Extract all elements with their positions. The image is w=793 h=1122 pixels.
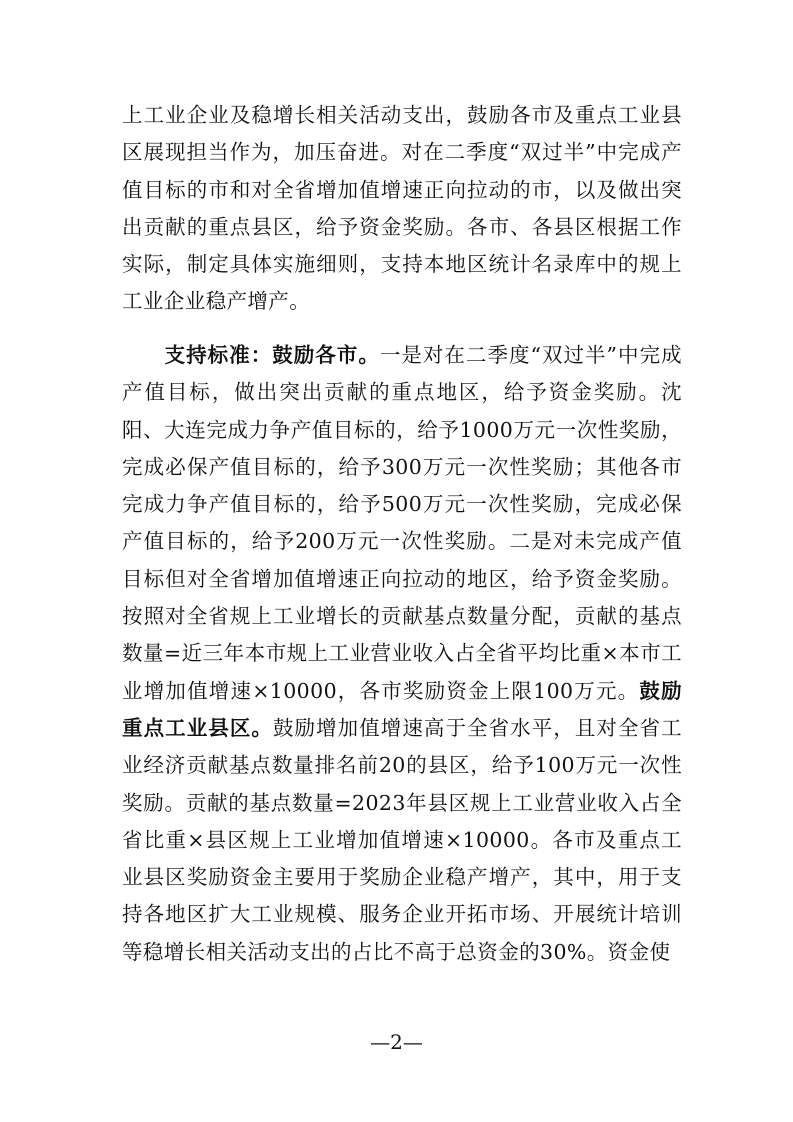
paragraph-1 (122, 97, 682, 321)
paragraph-2 (122, 337, 682, 971)
paragraph-2-part-2: 鼓励增加值增速高于全省水平，且对全省工业经济贡献基点数量排名前20的县区，给予100万元一次性奖励。贡献的基点数量=2023年县区规上工业营业收入占全省比重×县区规上工业增加值增速×10000。各市及重点工业县区奖励资金主要用于奖励企业稳产增产，其中，用于支持各地区扩大工业规模、服务企业开拓市场、开展统计培训等稳增长相关活动支出的占比不高于总资金的30%。资金使 (122, 715, 682, 964)
paragraph-2-part-1: 一是对在二季度“双过半”中完成产值目标，做出突出贡献的重点地区，给予资金奖励。沈阳、大连完成力争产值目标的，给予1000万元一次性奖励，完成必保产值目标的，给予300万元一次性奖励；其他各市完成力争产值目标的，给予500万元一次性奖励，完成必保产值目标的，给予200万元一次性奖励。二是对未完成产值目标但对全省增加值增速正向拉动的地区，给予资金奖励。按照对全省规上工业增长的贡献基点数量分配，贡献的基点数量=近三年本市规上工业营业收入占全省平均比重×本市工业增加值增速×10000，各市奖励资金上限100万元。 (122, 343, 683, 703)
page-number: —2— (370, 1030, 423, 1054)
paragraph-1-text: 上工业企业及稳增长相关活动支出，鼓励各市及重点工业县区展现担当作为，加压奋进。对在二季度“双过半”中完成产值目标的市和对全省增加值增速正向拉动的市，以及做出突出贡献的重点县区，给予资金奖励。各市、各县区根据工作实际，制定具体实施细则，支持本地区统计名录库中的规上工业企业稳产增产。 (122, 103, 682, 314)
support-standard-label: 支持标准： (164, 343, 273, 367)
heading-encourage-cities: 鼓励各市。 (272, 343, 380, 367)
heading-encourage-counties: 鼓励重点工业县区。 (122, 678, 682, 740)
